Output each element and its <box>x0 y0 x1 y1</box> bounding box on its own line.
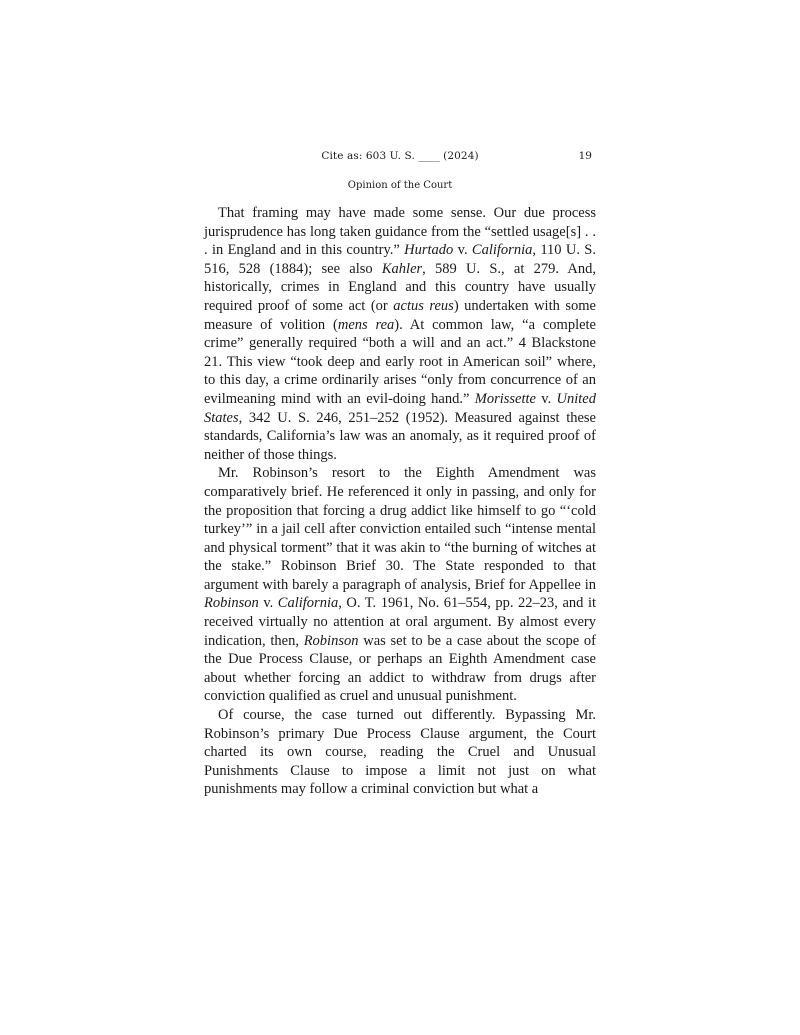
text-run: v. <box>258 595 278 612</box>
text-run: , 110 U. S. 516, 528 (1884); see also <box>204 242 596 277</box>
text-run: ) undertaken with some measure of volition ( <box>204 297 596 333</box>
paragraph <box>204 706 596 799</box>
opinion-body <box>204 204 596 799</box>
document-page <box>204 0 596 1035</box>
italic-text: United States <box>204 390 596 426</box>
opinion-label: Opinion of the Court <box>347 180 453 191</box>
italic-text: actus reus <box>393 297 454 314</box>
text-run: v. <box>535 390 557 407</box>
text-run: , 589 U. S., at 279. And, historically, crimes in England and this country have usually required proof of some act (or <box>204 260 597 314</box>
text-run: Of course, the case turned out differently. Bypassing Mr. Robinson’s primary Due Process Clause argument, the Court charted its own course, reading the Cruel and Unusual Punishments Clause to impose a limit not just on what punishments may follow a criminal conviction but what a <box>204 707 596 798</box>
paragraph <box>204 204 596 464</box>
text-run: , 342 U. S. 246, 251–252 (1952). Measured against these standards, California’s law was an anomaly, as it required proof of neither of those things. <box>204 409 596 463</box>
text-run: That framing may have made some sense. Our due process jurisprudence has long taken guidance from the “settled usage[s] . . . in England and in this country.” <box>204 205 596 259</box>
italic-text: Hurtado <box>404 242 454 259</box>
italic-text: Robinson <box>303 632 359 649</box>
text-run: v. <box>453 242 472 259</box>
text-run: ). At common law, “a complete crime” generally required “both a will and an act.” 4 Blackstone 21. This view “took deep and early root in American soil” where, to this day, a crime ordinarily arises “only from concurrence of an evilmeaning mind with an evil-doing hand.” <box>204 316 596 407</box>
text-run: Mr. Robinson’s resort to the Eighth Amendment was comparatively brief. He referenced it only in passing, and only for the proposition that forcing a drug addict like himself to go “‘cold turkey’” in a jail cell after conviction entailed such “intense mental and physical torment” that it was akin to “the burning of witches at the stake.” Robinson Brief 30. The State responded to that argument with barely a paragraph of analysis, Brief for Appellee in <box>204 465 596 593</box>
running-head <box>204 148 596 164</box>
italic-text: Morissette <box>474 390 536 407</box>
italic-text: California <box>277 595 339 612</box>
italic-text: Robinson <box>204 595 259 612</box>
page-number: 19 <box>578 150 592 162</box>
italic-text: mens rea <box>337 316 395 333</box>
italic-text: Kahler <box>381 260 423 277</box>
italic-text: California <box>471 242 533 259</box>
text-run: , O. T. 1961, No. 61–554, pp. 22–23, and it received virtually no attention at oral argument. By almost every indication, then, <box>204 595 596 649</box>
text-run: was set to be a case about the scope of the Due Process Clause, or perhaps an Eighth Amendment case about whether forcing an addict to withdraw from drugs after conviction qualified as cruel and unusual punishment. <box>204 632 597 705</box>
citation-header: Cite as: 603 U. S. ____ (2024) <box>321 150 479 162</box>
paragraph <box>204 464 596 706</box>
